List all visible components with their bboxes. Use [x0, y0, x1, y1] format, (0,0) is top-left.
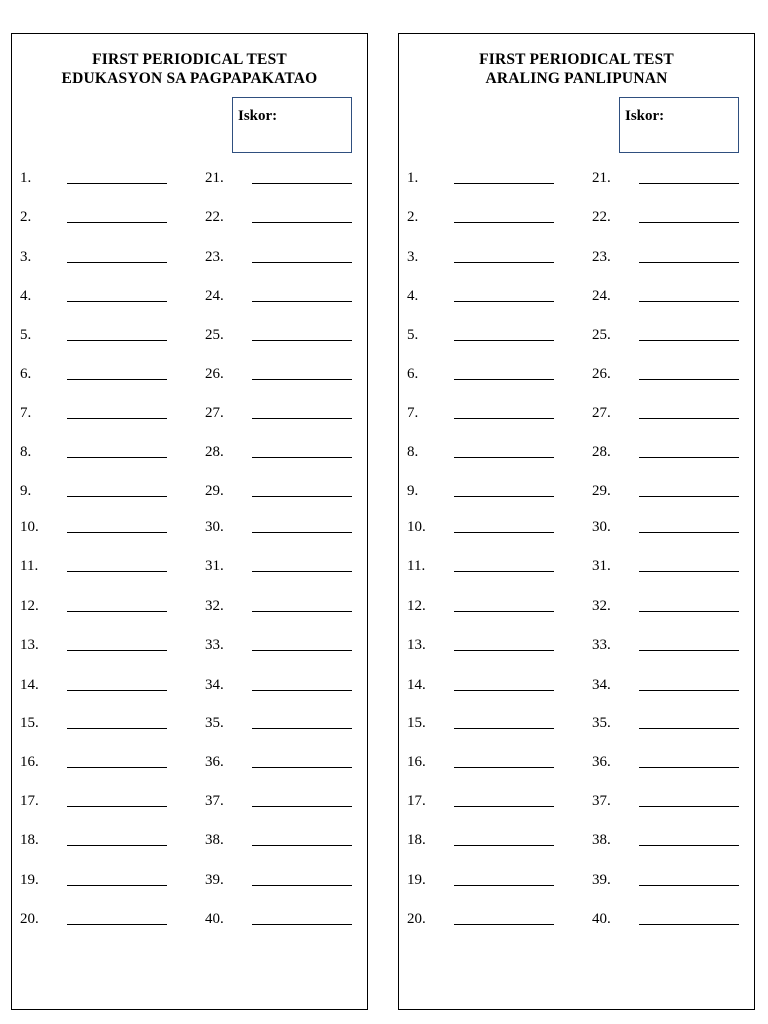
- answer-blank[interactable]: [252, 924, 352, 925]
- item-number: 28.: [205, 444, 224, 460]
- answer-blank[interactable]: [67, 418, 167, 419]
- answer-blank[interactable]: [454, 262, 554, 263]
- answer-blank[interactable]: [454, 532, 554, 533]
- answer-blank[interactable]: [252, 885, 352, 886]
- answer-blank[interactable]: [639, 571, 739, 572]
- item-number: 34.: [592, 677, 611, 693]
- answer-row: [12, 285, 367, 307]
- answer-blank[interactable]: [252, 571, 352, 572]
- answer-sheet-araling-panlipunan: [398, 33, 755, 1010]
- item-number: 33.: [205, 637, 224, 653]
- answer-row: [399, 285, 754, 307]
- answer-row: [12, 869, 367, 891]
- answer-row: [399, 324, 754, 346]
- item-number: 2.: [20, 209, 32, 225]
- item-number: 7.: [20, 405, 32, 421]
- answer-row: [12, 206, 367, 228]
- answer-blank[interactable]: [252, 222, 352, 223]
- item-number: 1.: [20, 170, 32, 186]
- sheet-title: FIRST PERIODICAL TEST: [92, 51, 287, 68]
- item-number: 4.: [407, 288, 419, 304]
- item-number: 12.: [20, 598, 39, 614]
- answer-row: [12, 595, 367, 617]
- item-number: 18.: [407, 832, 426, 848]
- item-number: 37.: [205, 793, 224, 809]
- answer-blank[interactable]: [67, 806, 167, 807]
- answer-blank[interactable]: [454, 379, 554, 380]
- sheet-subject: ARALING PANLIPUNAN: [485, 70, 668, 87]
- answer-blank[interactable]: [639, 690, 739, 691]
- answer-blank[interactable]: [454, 457, 554, 458]
- answer-blank[interactable]: [67, 301, 167, 302]
- answer-row: [399, 751, 754, 773]
- item-number: 6.: [407, 366, 419, 382]
- answer-blank[interactable]: [639, 301, 739, 302]
- answer-blank[interactable]: [252, 728, 352, 729]
- item-number: 36.: [592, 754, 611, 770]
- item-number: 4.: [20, 288, 32, 304]
- answer-row: [399, 634, 754, 656]
- item-number: 17.: [20, 793, 39, 809]
- item-number: 11.: [20, 558, 39, 574]
- answer-blank[interactable]: [454, 340, 554, 341]
- answer-row: [399, 363, 754, 385]
- item-number: 5.: [20, 327, 32, 343]
- item-number: 39.: [205, 872, 224, 888]
- answer-blank[interactable]: [454, 418, 554, 419]
- item-number: 40.: [592, 911, 611, 927]
- item-number: 35.: [205, 715, 224, 731]
- answer-blank[interactable]: [67, 845, 167, 846]
- item-number: 27.: [592, 405, 611, 421]
- answer-blank[interactable]: [639, 845, 739, 846]
- answer-row: [399, 829, 754, 851]
- item-number: 38.: [592, 832, 611, 848]
- answer-row: [399, 674, 754, 696]
- item-number: 16.: [407, 754, 426, 770]
- answer-blank[interactable]: [639, 728, 739, 729]
- item-number: 15.: [20, 715, 39, 731]
- answer-blank[interactable]: [67, 611, 167, 612]
- answer-blank[interactable]: [639, 262, 739, 263]
- answer-blank[interactable]: [639, 379, 739, 380]
- answer-blank[interactable]: [252, 611, 352, 612]
- answer-blank[interactable]: [639, 885, 739, 886]
- answer-row: [399, 790, 754, 812]
- item-number: 9.: [407, 483, 419, 499]
- item-number: 3.: [407, 249, 419, 265]
- item-number: 18.: [20, 832, 39, 848]
- item-number: 24.: [592, 288, 611, 304]
- answer-row: [12, 674, 367, 696]
- answer-row: [12, 441, 367, 463]
- sheet-subject: EDUKASYON SA PAGPAPAKATAO: [61, 70, 318, 87]
- answer-row: [399, 246, 754, 268]
- item-number: 23.: [592, 249, 611, 265]
- answer-row: [12, 555, 367, 577]
- answer-blank[interactable]: [639, 650, 739, 651]
- answer-blank[interactable]: [67, 532, 167, 533]
- answer-blank[interactable]: [252, 262, 352, 263]
- answer-blank[interactable]: [252, 301, 352, 302]
- answer-blank[interactable]: [639, 222, 739, 223]
- item-number: 12.: [407, 598, 426, 614]
- item-number: 13.: [407, 637, 426, 653]
- item-number: 3.: [20, 249, 32, 265]
- answer-blank[interactable]: [252, 532, 352, 533]
- answer-blank[interactable]: [67, 728, 167, 729]
- answer-blank[interactable]: [252, 650, 352, 651]
- answer-blank[interactable]: [454, 924, 554, 925]
- answer-row: [399, 167, 754, 189]
- answer-blank[interactable]: [67, 650, 167, 651]
- answer-blank[interactable]: [67, 924, 167, 925]
- answer-row: [12, 908, 367, 930]
- item-number: 30.: [205, 519, 224, 535]
- answer-sheet-edukasyon-sa-pagpapakatao: [11, 33, 368, 1010]
- item-number: 36.: [205, 754, 224, 770]
- item-number: 5.: [407, 327, 419, 343]
- item-number: 19.: [407, 872, 426, 888]
- answer-blank[interactable]: [67, 222, 167, 223]
- answer-blank[interactable]: [252, 418, 352, 419]
- answer-blank[interactable]: [252, 340, 352, 341]
- score-box[interactable]: [619, 97, 739, 153]
- item-number: 13.: [20, 637, 39, 653]
- item-number: 31.: [592, 558, 611, 574]
- answer-row: [399, 712, 754, 734]
- score-box[interactable]: [232, 97, 352, 153]
- item-number: 29.: [592, 483, 611, 499]
- item-number: 23.: [205, 249, 224, 265]
- item-number: 25.: [592, 327, 611, 343]
- answer-blank[interactable]: [67, 340, 167, 341]
- item-number: 37.: [592, 793, 611, 809]
- item-number: 26.: [592, 366, 611, 382]
- item-number: 24.: [205, 288, 224, 304]
- item-number: 28.: [592, 444, 611, 460]
- answer-row: [12, 324, 367, 346]
- item-number: 14.: [20, 677, 39, 693]
- answer-blank[interactable]: [639, 418, 739, 419]
- item-number: 34.: [205, 677, 224, 693]
- answer-blank[interactable]: [67, 571, 167, 572]
- answer-blank[interactable]: [252, 183, 352, 184]
- item-number: 22.: [205, 209, 224, 225]
- answer-row: [399, 869, 754, 891]
- answer-row: [12, 402, 367, 424]
- item-number: 14.: [407, 677, 426, 693]
- item-number: 10.: [407, 519, 426, 535]
- item-number: 21.: [205, 170, 224, 186]
- answer-blank[interactable]: [639, 806, 739, 807]
- answer-blank[interactable]: [639, 767, 739, 768]
- answer-blank[interactable]: [454, 183, 554, 184]
- item-number: 10.: [20, 519, 39, 535]
- answer-blank[interactable]: [454, 767, 554, 768]
- answer-blank[interactable]: [67, 457, 167, 458]
- answer-blank[interactable]: [252, 806, 352, 807]
- answer-row: [12, 751, 367, 773]
- answer-row: [12, 480, 367, 502]
- item-number: 32.: [592, 598, 611, 614]
- item-number: 1.: [407, 170, 419, 186]
- answer-blank[interactable]: [252, 767, 352, 768]
- answer-blank[interactable]: [639, 532, 739, 533]
- answer-row: [12, 167, 367, 189]
- item-number: 30.: [592, 519, 611, 535]
- item-number: 31.: [205, 558, 224, 574]
- answer-row: [399, 516, 754, 538]
- answer-blank[interactable]: [454, 845, 554, 846]
- answer-blank[interactable]: [454, 728, 554, 729]
- item-number: 11.: [407, 558, 426, 574]
- answer-row: [399, 908, 754, 930]
- item-number: 39.: [592, 872, 611, 888]
- item-number: 21.: [592, 170, 611, 186]
- answer-row: [399, 480, 754, 502]
- answer-blank[interactable]: [454, 885, 554, 886]
- item-number: 2.: [407, 209, 419, 225]
- answer-blank[interactable]: [67, 885, 167, 886]
- score-label: Iskor:: [625, 108, 665, 124]
- answer-blank[interactable]: [454, 222, 554, 223]
- answer-blank[interactable]: [67, 496, 167, 497]
- answer-blank[interactable]: [252, 379, 352, 380]
- answer-blank[interactable]: [252, 845, 352, 846]
- item-number: 35.: [592, 715, 611, 731]
- answer-blank[interactable]: [454, 301, 554, 302]
- item-number: 16.: [20, 754, 39, 770]
- item-number: 40.: [205, 911, 224, 927]
- sheet-title: FIRST PERIODICAL TEST: [479, 51, 674, 68]
- item-number: 8.: [407, 444, 419, 460]
- answer-row: [399, 441, 754, 463]
- answer-blank[interactable]: [639, 924, 739, 925]
- answer-row: [12, 712, 367, 734]
- item-number: 8.: [20, 444, 32, 460]
- answer-blank[interactable]: [454, 571, 554, 572]
- answer-blank[interactable]: [454, 650, 554, 651]
- item-number: 9.: [20, 483, 32, 499]
- item-number: 26.: [205, 366, 224, 382]
- item-number: 20.: [20, 911, 39, 927]
- answer-row: [12, 790, 367, 812]
- item-number: 33.: [592, 637, 611, 653]
- answer-row: [399, 206, 754, 228]
- answer-blank[interactable]: [639, 611, 739, 612]
- answer-blank[interactable]: [67, 183, 167, 184]
- answer-row: [399, 402, 754, 424]
- item-number: 20.: [407, 911, 426, 927]
- item-number: 38.: [205, 832, 224, 848]
- item-number: 7.: [407, 405, 419, 421]
- item-number: 19.: [20, 872, 39, 888]
- answer-blank[interactable]: [639, 340, 739, 341]
- item-number: 22.: [592, 209, 611, 225]
- answer-row: [12, 363, 367, 385]
- answer-blank[interactable]: [639, 496, 739, 497]
- answer-row: [12, 634, 367, 656]
- item-number: 17.: [407, 793, 426, 809]
- answer-blank[interactable]: [639, 457, 739, 458]
- answer-blank[interactable]: [454, 690, 554, 691]
- answer-blank[interactable]: [252, 690, 352, 691]
- answer-blank[interactable]: [454, 496, 554, 497]
- answer-row: [399, 595, 754, 617]
- answer-blank[interactable]: [454, 611, 554, 612]
- answer-blank[interactable]: [67, 379, 167, 380]
- score-label: Iskor:: [238, 108, 278, 124]
- answer-row: [12, 829, 367, 851]
- answer-blank[interactable]: [252, 496, 352, 497]
- item-number: 27.: [205, 405, 224, 421]
- item-number: 6.: [20, 366, 32, 382]
- answer-row: [12, 246, 367, 268]
- item-number: 29.: [205, 483, 224, 499]
- answer-blank[interactable]: [454, 806, 554, 807]
- answer-row: [399, 555, 754, 577]
- answer-blank[interactable]: [67, 690, 167, 691]
- answer-blank[interactable]: [252, 457, 352, 458]
- answer-blank[interactable]: [639, 183, 739, 184]
- item-number: 15.: [407, 715, 426, 731]
- item-number: 32.: [205, 598, 224, 614]
- answer-row: [12, 516, 367, 538]
- item-number: 25.: [205, 327, 224, 343]
- answer-blank[interactable]: [67, 767, 167, 768]
- answer-blank[interactable]: [67, 262, 167, 263]
